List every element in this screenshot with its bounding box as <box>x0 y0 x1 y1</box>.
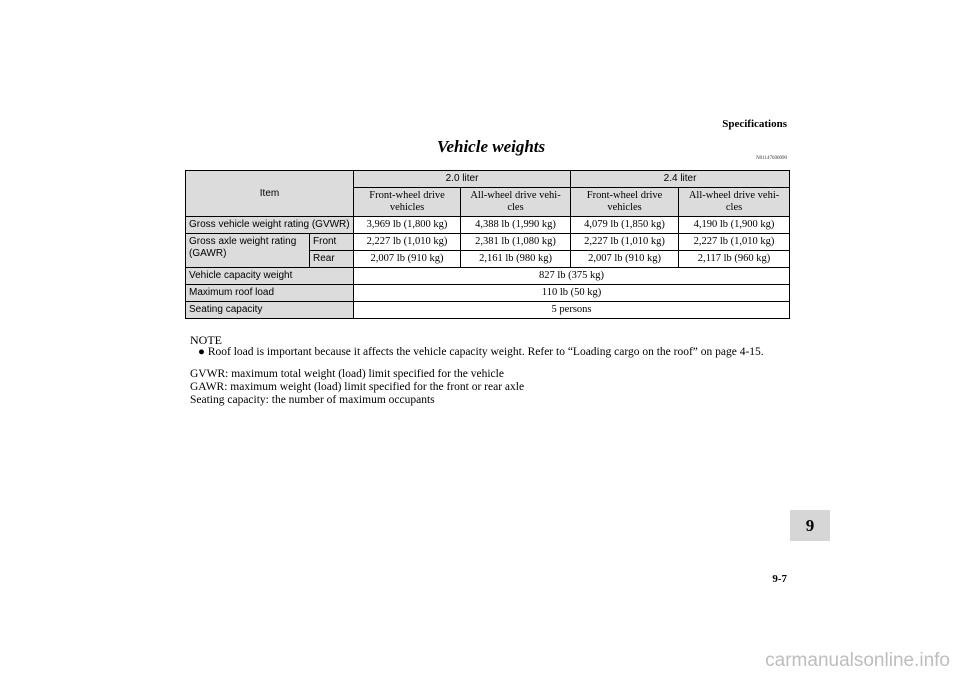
reference-code: N01147600090 <box>756 156 787 161</box>
row-label: Vehicle capacity weight <box>186 268 354 285</box>
engine-group-header: 2.0 liter <box>354 171 571 188</box>
table-row <box>186 268 790 285</box>
table-cell: 3,969 lb (1,800 kg) <box>354 217 461 234</box>
note-text: Roof load is important because it affects the vehicle capacity weight. Refer to “Loading cargo on the roof” on page 4-15. <box>207 346 764 358</box>
row-label: Gross vehicle weight rating (GVWR) <box>186 217 354 234</box>
table-cell: 4,388 lb (1,990 kg) <box>461 217 571 234</box>
table-row <box>186 302 790 319</box>
item-header: Item <box>186 171 354 217</box>
table-cell: 2,227 lb (1,010 kg) <box>571 234 679 251</box>
table-cell: 5 persons <box>354 302 790 319</box>
engine-group-header: 2.4 liter <box>571 171 790 188</box>
table-cell: 2,161 lb (980 kg) <box>461 251 571 268</box>
bullet-icon: ● <box>198 346 205 358</box>
note-label: NOTE <box>190 333 222 347</box>
table-cell: 4,079 lb (1,850 kg) <box>571 217 679 234</box>
row-label: Maximum roof load <box>186 285 354 302</box>
definition-seating: Seating capacity: the number of maximum occupants <box>190 394 435 406</box>
table-cell: 2,227 lb (1,010 kg) <box>679 234 790 251</box>
row-label: Gross axle weight rating (GAWR) <box>186 234 310 268</box>
drive-type-header: Front-wheel drive vehicles <box>354 188 461 217</box>
drive-type-header: All-wheel drive vehi-cles <box>679 188 790 217</box>
note-item <box>198 346 764 358</box>
table-cell: 110 lb (50 kg) <box>354 285 790 302</box>
drive-type-header: Front-wheel drive vehicles <box>571 188 679 217</box>
table-row <box>186 285 790 302</box>
section-header: Specifications <box>722 118 787 130</box>
row-label: Seating capacity <box>186 302 354 319</box>
table-cell: 2,227 lb (1,010 kg) <box>354 234 461 251</box>
row-sublabel: Rear <box>310 251 354 268</box>
page-number: 9-7 <box>772 573 787 585</box>
drive-type-header: All-wheel drive vehi-cles <box>461 188 571 217</box>
table-cell: 2,117 lb (960 kg) <box>679 251 790 268</box>
chapter-tab: 9 <box>790 510 830 541</box>
row-sublabel: Front <box>310 234 354 251</box>
table-row <box>186 234 790 251</box>
table-cell: 2,381 lb (1,080 kg) <box>461 234 571 251</box>
table-cell: 2,007 lb (910 kg) <box>571 251 679 268</box>
vehicle-weights-table <box>185 170 790 319</box>
table-row <box>186 217 790 234</box>
definition-gawr: GAWR: maximum weight (load) limit specified for the front or rear axle <box>190 381 525 393</box>
table-header-row <box>186 171 790 188</box>
definition-gvwr: GVWR: maximum total weight (load) limit specified for the vehicle <box>190 368 504 380</box>
table-cell: 827 lb (375 kg) <box>354 268 790 285</box>
page-title: Vehicle weights <box>437 137 546 156</box>
table-cell: 2,007 lb (910 kg) <box>354 251 461 268</box>
table-cell: 4,190 lb (1,900 kg) <box>679 217 790 234</box>
watermark: carmanualsonline.info <box>765 650 950 671</box>
